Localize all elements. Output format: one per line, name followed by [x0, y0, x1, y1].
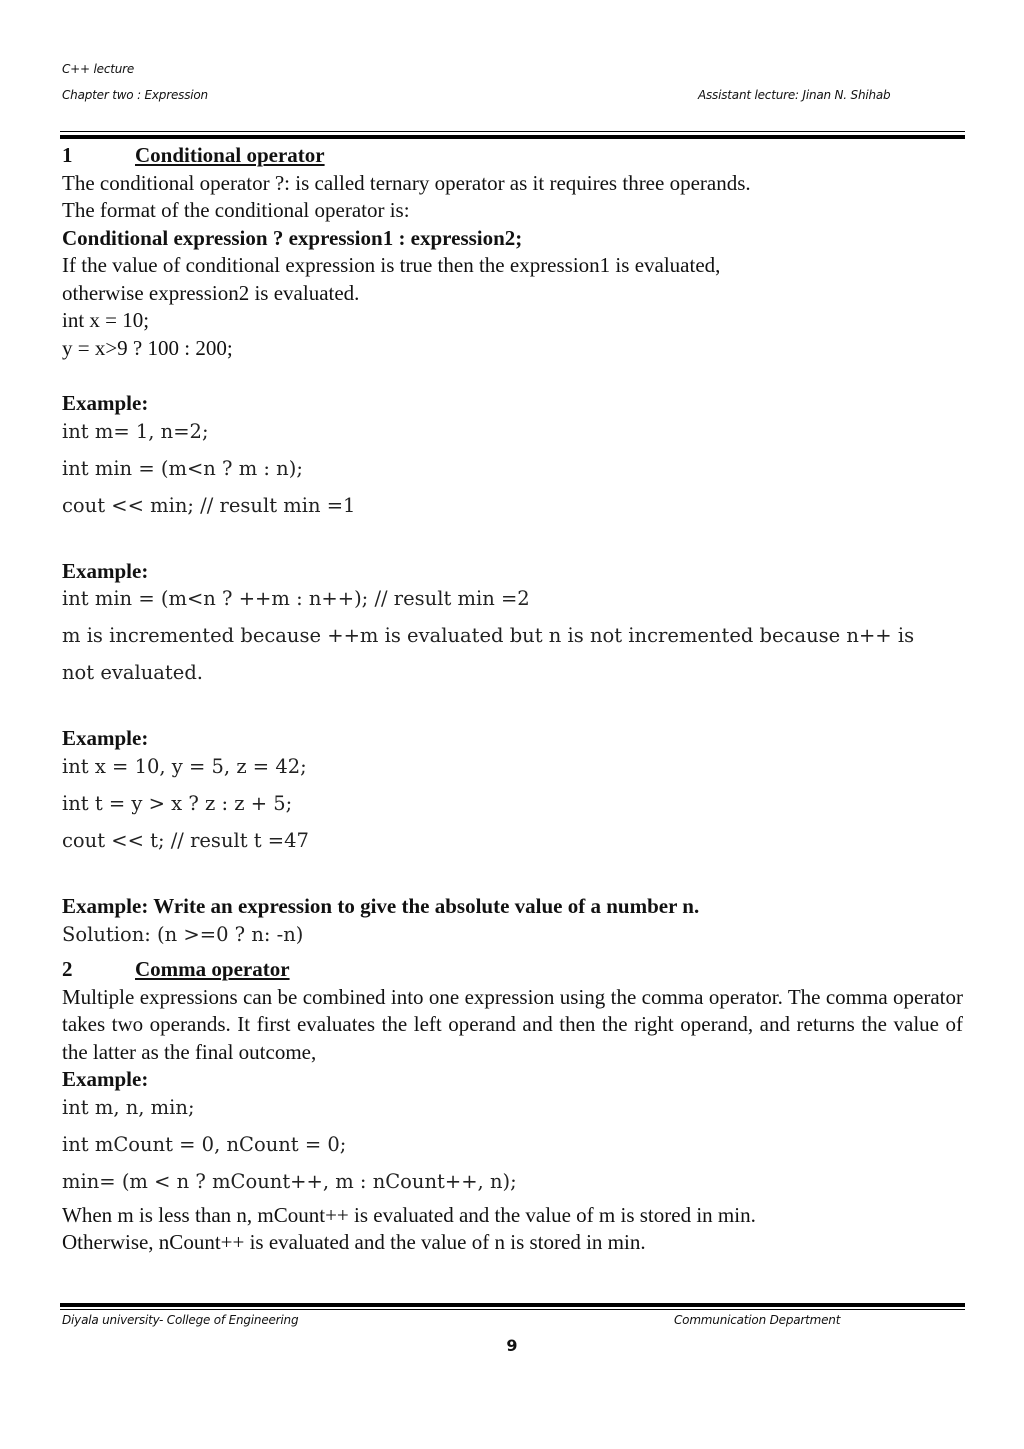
- header-rule-thin: [60, 131, 965, 132]
- example3-label: Example:: [62, 726, 149, 750]
- section1-explanation-line: y = x>9 ? 100 : 200;: [62, 335, 233, 360]
- example1-code-line: int min = (m<n ? m : n);: [62, 456, 303, 480]
- example3-code-line: int t = y > x ? z : z + 5;: [62, 791, 293, 815]
- page-number: 9: [506, 1336, 518, 1355]
- section1-intro-line: The format of the conditional operator is:: [62, 198, 410, 222]
- example2-text-line: not evaluated.: [62, 661, 203, 684]
- section2-example-label: Example:: [62, 1067, 149, 1091]
- section2-closing-line: Otherwise, nCount++ is evaluated and the value of n is stored in min.: [62, 1230, 646, 1254]
- section1-number: 1: [62, 143, 73, 167]
- example3-code-line: int x = 10, y = 5, z = 42;: [62, 754, 307, 778]
- example1-code-line: cout << min; // result min =1: [62, 493, 356, 517]
- example3-code-line: cout << t; // result t =47: [62, 828, 309, 852]
- footer-rule-thick: [60, 1303, 965, 1307]
- example4-label: Example: Write an expression to give the absolute value of a number n.: [62, 893, 700, 918]
- footer-institution: Diyala university- College of Engineering: [62, 1313, 299, 1327]
- example2-text-line: m is incremented because ++m is evaluated but n is not incremented because n++ is: [62, 624, 915, 647]
- section1-heading: [62, 142, 963, 170]
- example2-code-line: int min = (m<n ? ++m : n++); // result min =2: [62, 587, 530, 610]
- section2-code-line: min= (m < n ? mCount++, m : nCount++, n);: [62, 1169, 517, 1193]
- page-content: [62, 142, 963, 1257]
- example2-label: Example:: [62, 558, 149, 583]
- footer-rule-thin: [60, 1309, 965, 1310]
- header-chapter: Chapter two : Expression: [62, 88, 208, 102]
- footer-department: Communication Department: [674, 1313, 841, 1327]
- section1-explanation-line: otherwise expression2 is evaluated.: [62, 280, 360, 305]
- example1-code-line: int m= 1, n=2;: [62, 419, 209, 443]
- section1-title: Conditional operator: [135, 143, 325, 167]
- example4-solution: Solution: (n >=0 ? n: -n): [62, 923, 304, 946]
- header-course: C++ lecture: [62, 62, 135, 76]
- section2-number: 2: [62, 957, 73, 981]
- section2-paragraph: Multiple expressions can be combined into one expression using the comma operator. The comma operator takes two operands. It first evaluates the left operand and then the right operand, and returns the value of the latter as the final outcome,: [62, 984, 963, 1064]
- example1-label: Example:: [62, 391, 149, 415]
- section2-code-line: int mCount = 0, nCount = 0;: [62, 1132, 347, 1156]
- section2-code-line: int m, n, min;: [62, 1095, 195, 1119]
- header-rule-thick: [60, 135, 965, 139]
- section1-explanation-line: If the value of conditional expression is true then the expression1 is evaluated,: [62, 253, 721, 277]
- section2-title: Comma operator: [135, 957, 290, 981]
- section2-closing-line: When m is less than n, mCount++ is evaluated and the value of m is stored in min.: [62, 1202, 756, 1227]
- section1-intro-line: The conditional operator ?: is called ternary operator as it requires three operands.: [62, 170, 751, 195]
- header-lecturer: Assistant lecture: Jinan N. Shihab: [698, 88, 891, 102]
- section1-explanation-line: int x = 10;: [62, 308, 150, 332]
- section2-heading: [62, 956, 963, 984]
- section1-format: Conditional expression ? expression1 : expression2;: [62, 225, 523, 250]
